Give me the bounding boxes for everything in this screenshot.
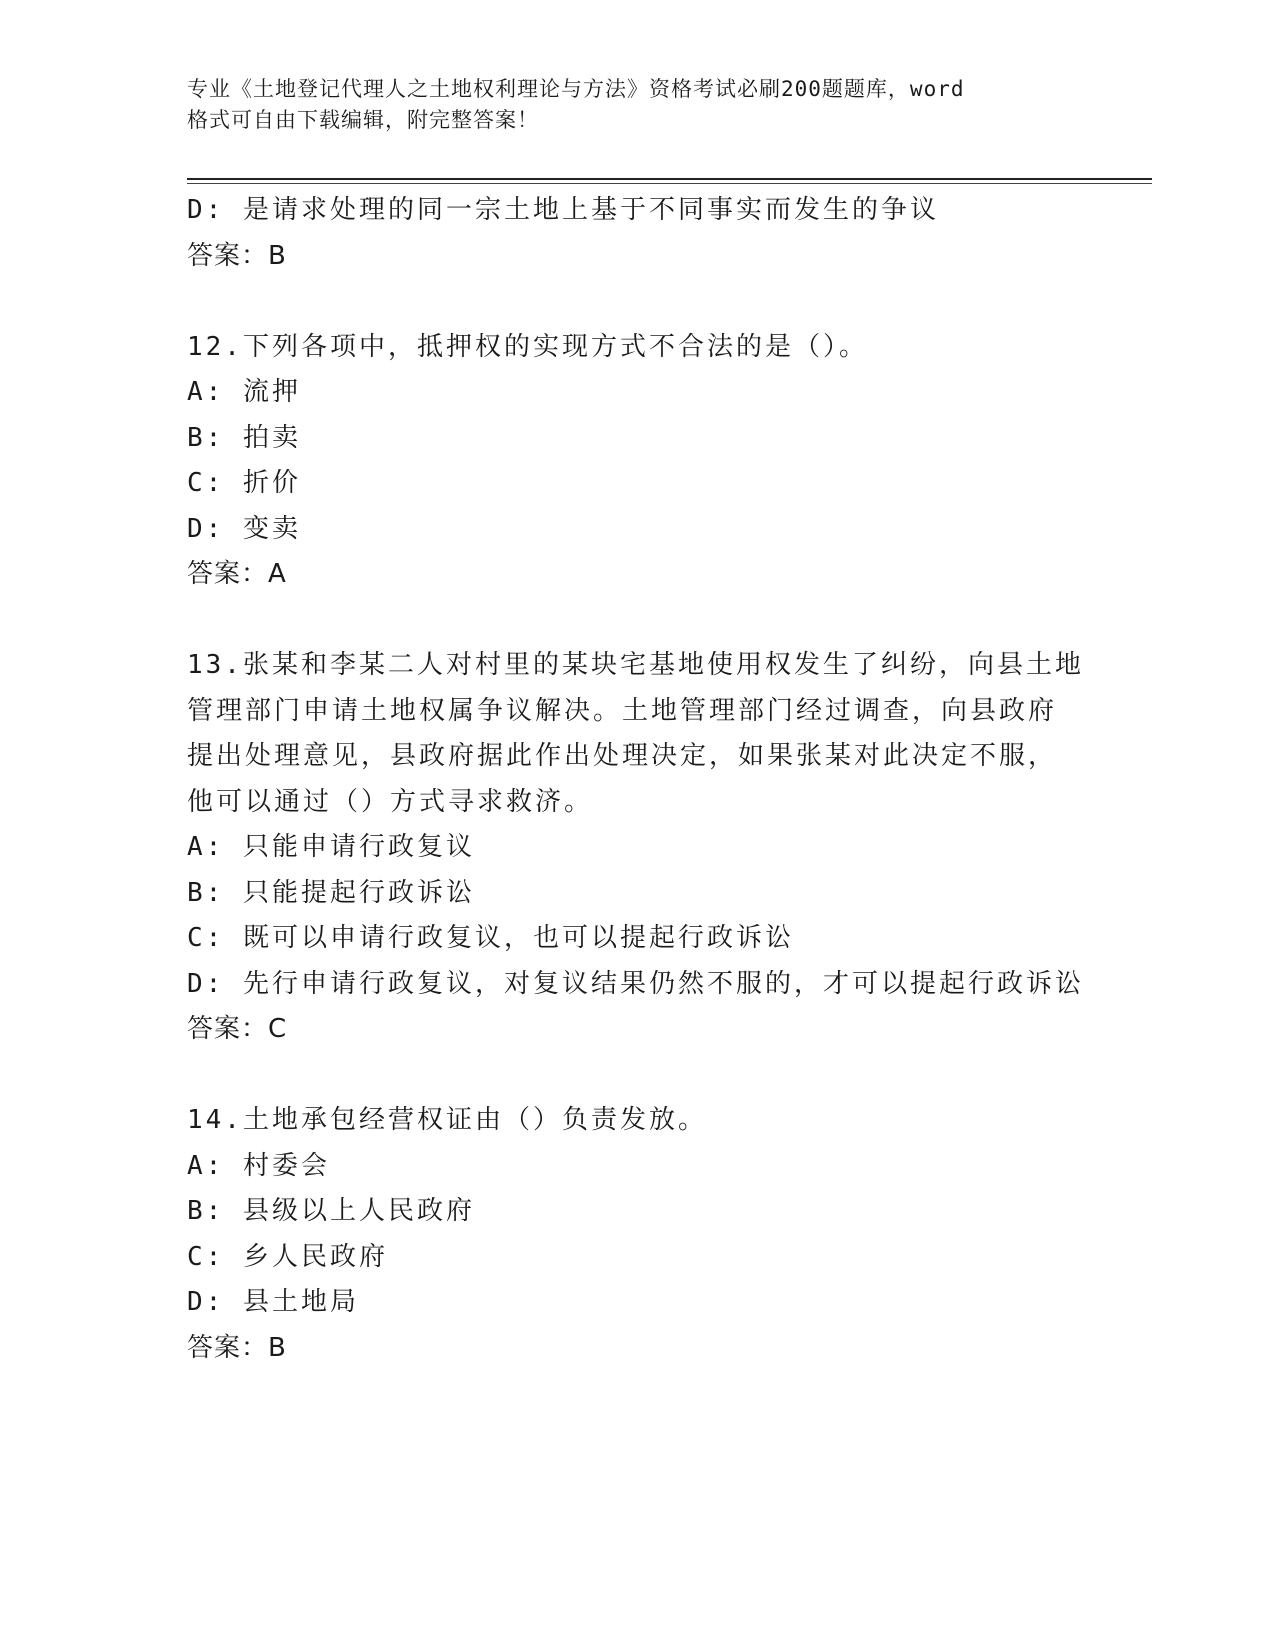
option-d: D: 先行申请行政复议，对复议结果仍然不服的，才可以提起行政诉讼 (187, 968, 1084, 999)
header-divider-thin (187, 183, 1152, 184)
question-content (187, 188, 1087, 1371)
question-stem: 12.下列各项中，抵押权的实现方式不合法的是（）。 (187, 331, 868, 362)
question-stem: 14.土地承包经营权证由（）负责发放。 (187, 1105, 707, 1135)
option-c: C: 既可以申请行政复议，也可以提起行政诉讼 (187, 923, 794, 953)
document-header (187, 74, 1087, 136)
option-d: D: 县土地局 (187, 1287, 359, 1317)
answer: 答案：B (187, 240, 287, 271)
question-12 (187, 325, 1087, 598)
question-stem-line-3: 提出处理意见，县政府据此作出处理决定，如果张某对此决定不服， (187, 741, 1058, 771)
option-d: D: 是请求处理的同一宗土地上基于不同事实而发生的争议 (187, 195, 939, 225)
question-stem-line-2: 管理部门申请土地权属争议解决。土地管理部门经过调查，向县政府 (187, 695, 1058, 726)
answer: 答案：C (187, 1014, 288, 1044)
question-14 (187, 1098, 1087, 1371)
option-c: C: 折价 (187, 468, 301, 498)
question-stem-line-1: 13.张某和李某二人对村里的某块宅基地使用权发生了纠纷，向县土地 (187, 650, 1084, 680)
header-line-2: 格式可自由下载编辑，附完整答案！ (187, 108, 539, 132)
answer: 答案：B (187, 1332, 287, 1363)
header-line-1: 专业《土地登记代理人之土地权利理论与方法》资格考试必刷200题题库，word (187, 77, 965, 101)
option-d: D: 变卖 (187, 513, 301, 544)
option-a: A: 村委会 (187, 1150, 330, 1181)
option-b: B: 拍卖 (187, 422, 301, 453)
answer: 答案：A (187, 559, 287, 589)
option-b: B: 县级以上人民政府 (187, 1196, 475, 1226)
question-13 (187, 643, 1087, 1053)
spacer (187, 1053, 1087, 1099)
question-stem-line-4: 他可以通过（）方式寻求救济。 (187, 786, 594, 817)
option-a: A: 只能申请行政复议 (187, 832, 475, 862)
option-b: B: 只能提起行政诉讼 (187, 877, 475, 908)
spacer (187, 279, 1087, 325)
header-divider-thick (187, 178, 1152, 180)
option-c: C: 乡人民政府 (187, 1241, 388, 1272)
spacer (187, 598, 1087, 644)
question-11-tail (187, 188, 1087, 279)
option-a: A: 流押 (187, 377, 301, 407)
